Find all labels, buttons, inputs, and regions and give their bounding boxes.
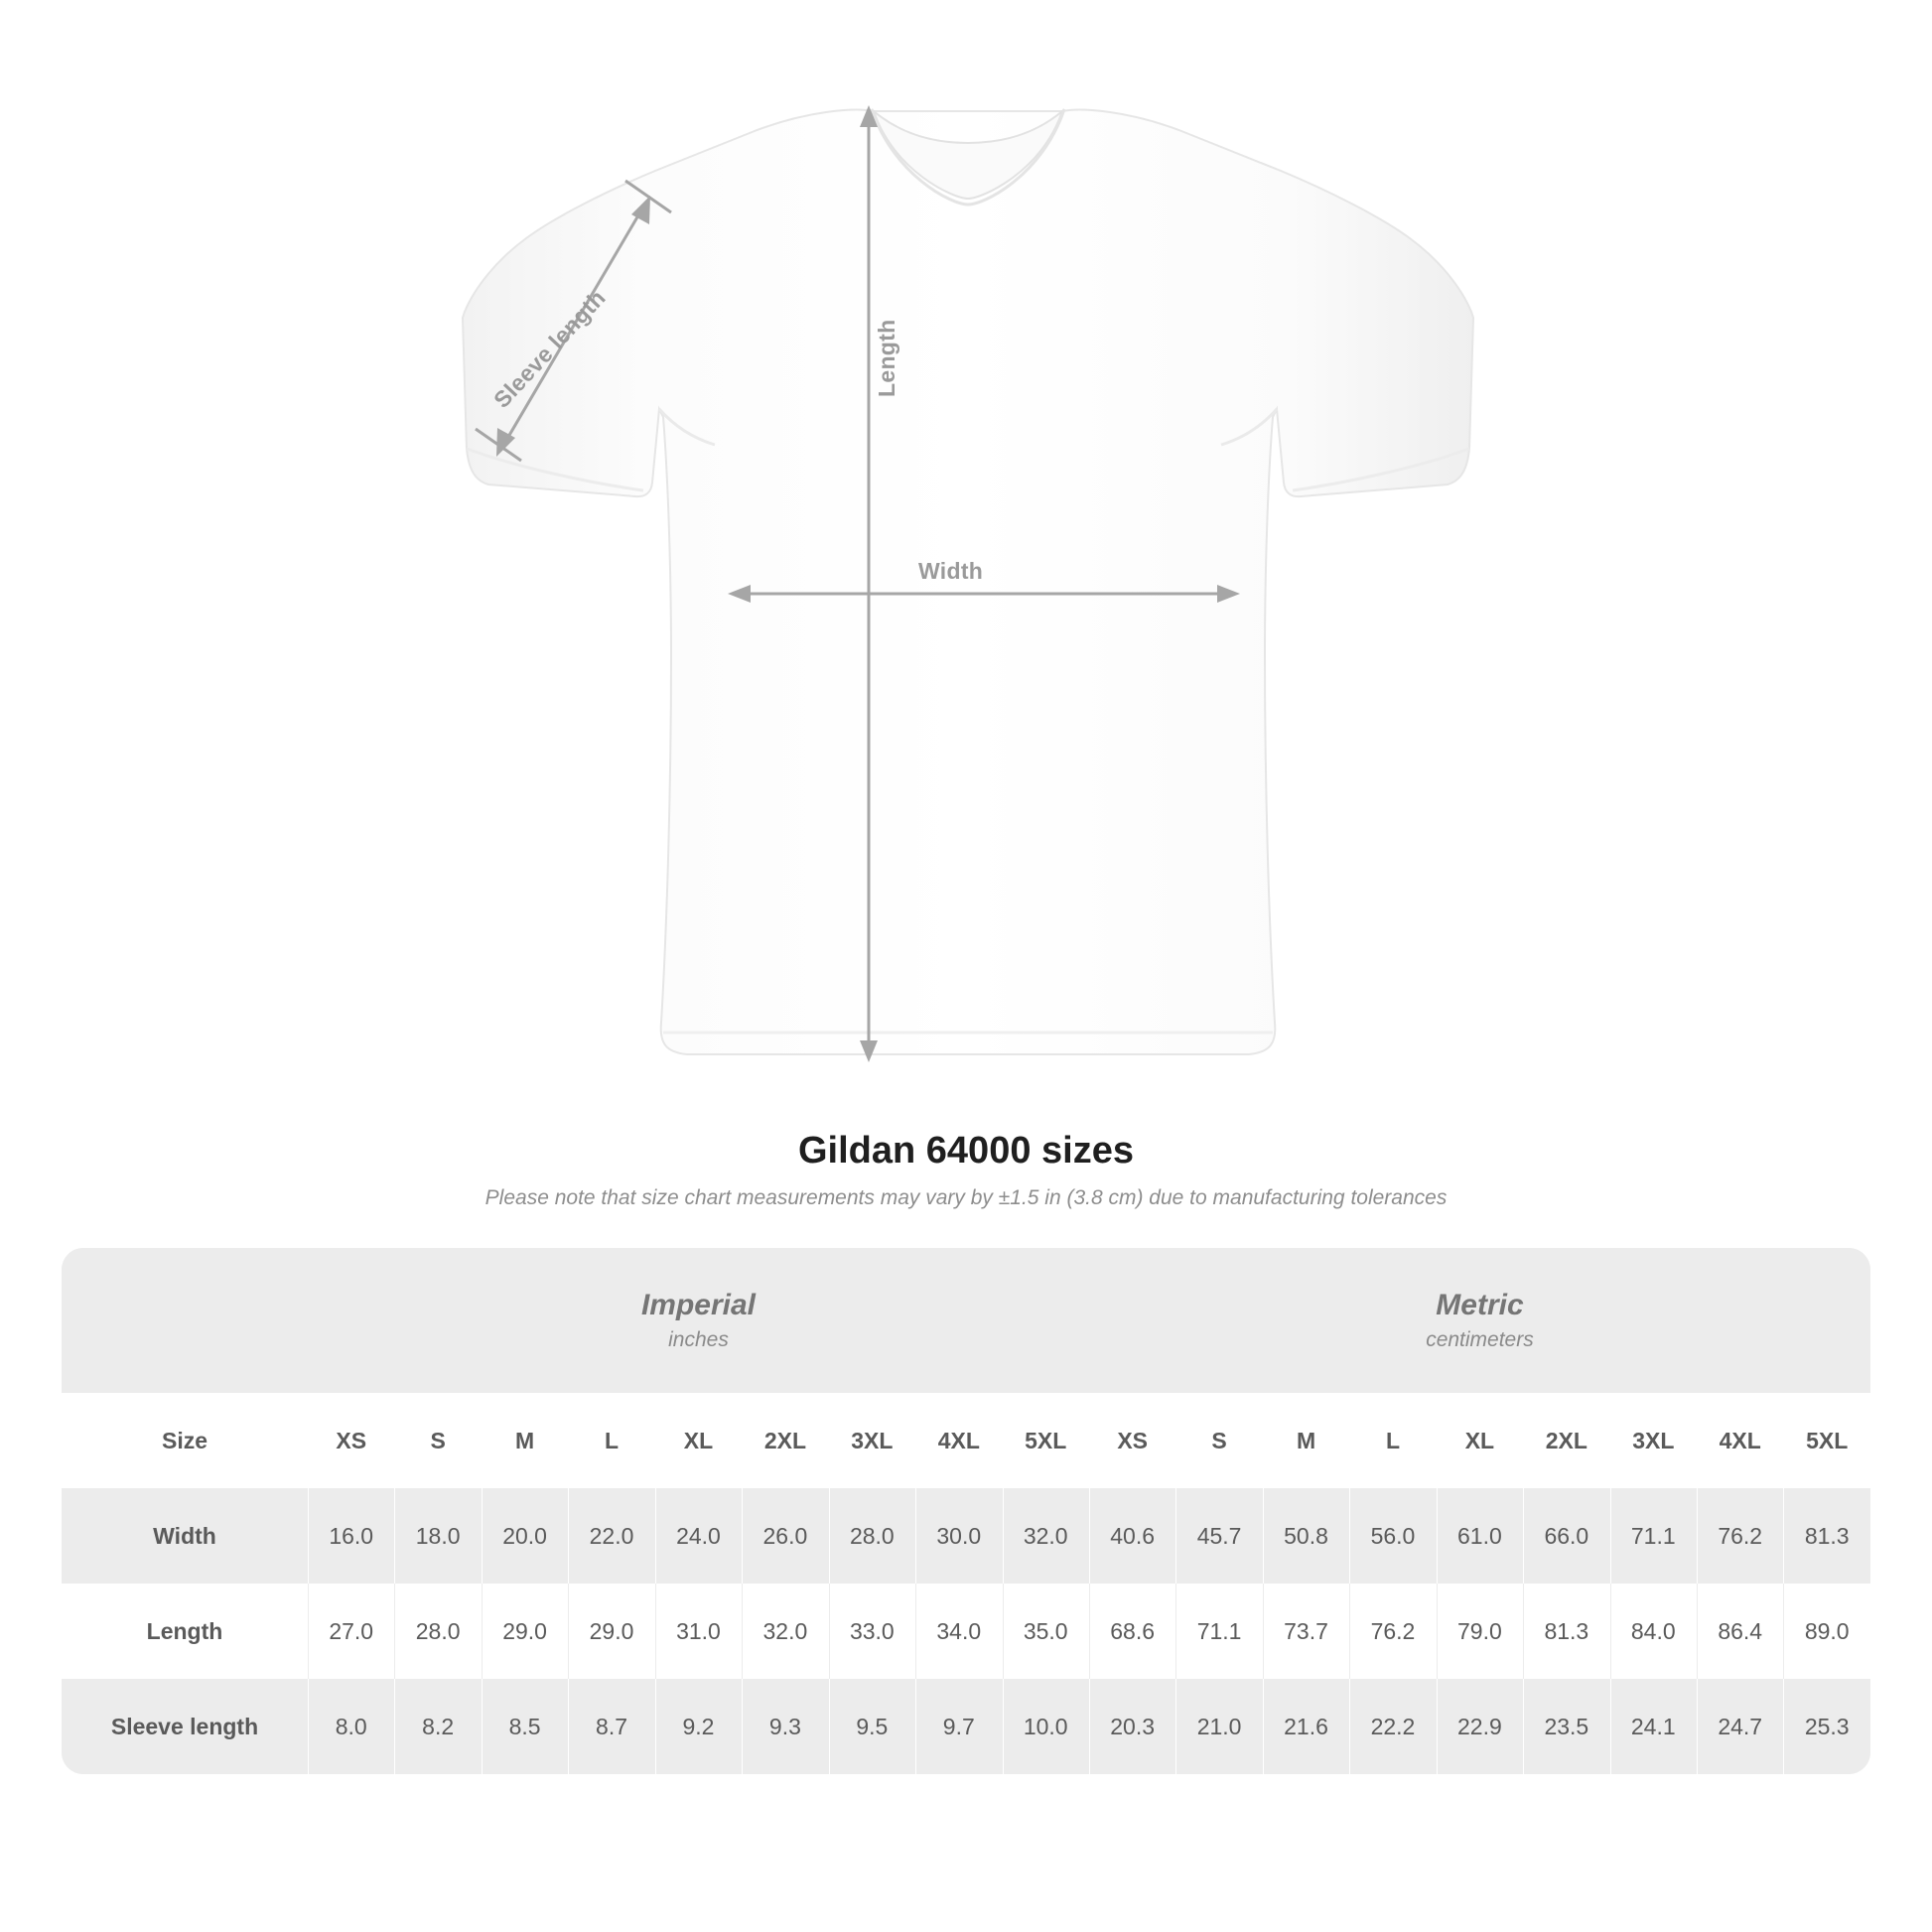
tolerance-note: Please note that size chart measurements may vary by ±1.5 in (3.8 cm) due to manufacturing tolerances — [484, 1186, 1448, 1209]
measurement-cell: 89.0 — [1783, 1584, 1870, 1679]
size-header-cell: S — [1175, 1393, 1262, 1488]
measurement-cell: 33.0 — [829, 1584, 915, 1679]
measurement-cell: 21.6 — [1263, 1679, 1349, 1774]
measurement-cell: 22.2 — [1349, 1679, 1436, 1774]
measurement-cell: 45.7 — [1175, 1488, 1262, 1584]
measurement-cell: 28.0 — [829, 1488, 915, 1584]
unit-header-spacer — [62, 1248, 308, 1393]
size-header-cell: 4XL — [1697, 1393, 1783, 1488]
measurement-cell: 9.2 — [655, 1679, 742, 1774]
table-row — [62, 1679, 1870, 1774]
measurement-cell: 73.7 — [1263, 1584, 1349, 1679]
measurement-cell: 25.3 — [1783, 1679, 1870, 1774]
measurement-cell: 50.8 — [1263, 1488, 1349, 1584]
measurement-cell: 32.0 — [1003, 1488, 1089, 1584]
size-header-cell: XS — [308, 1393, 394, 1488]
metric-header — [1089, 1248, 1870, 1393]
measurement-cell: 9.7 — [915, 1679, 1002, 1774]
measurement-cell: 20.3 — [1089, 1679, 1175, 1774]
size-table — [62, 1248, 1870, 1774]
measurement-cell: 8.2 — [394, 1679, 481, 1774]
measurement-cell: 21.0 — [1175, 1679, 1262, 1774]
row-label: Length — [62, 1584, 308, 1679]
measurement-cell: 61.0 — [1437, 1488, 1523, 1584]
measurement-cell: 79.0 — [1437, 1584, 1523, 1679]
imperial-title: Imperial — [640, 1288, 756, 1321]
measurement-cell: 31.0 — [655, 1584, 742, 1679]
width-dimension-label: Width — [918, 558, 984, 584]
size-header-cell: S — [394, 1393, 481, 1488]
size-header-row — [62, 1393, 1870, 1488]
measurement-cell: 30.0 — [915, 1488, 1002, 1584]
size-header-cell: XL — [1437, 1393, 1523, 1488]
imperial-subtitle: inches — [668, 1328, 729, 1352]
measurement-cell: 66.0 — [1523, 1488, 1609, 1584]
measurement-cell: 8.7 — [568, 1679, 654, 1774]
size-header-cell: XL — [655, 1393, 742, 1488]
size-header-cell: 2XL — [1523, 1393, 1609, 1488]
measurement-cell: 22.9 — [1437, 1679, 1523, 1774]
measurement-cell: 20.0 — [482, 1488, 568, 1584]
measurement-cell: 76.2 — [1349, 1584, 1436, 1679]
title-block — [0, 1130, 1932, 1210]
measurement-cell: 8.0 — [308, 1679, 394, 1774]
size-header-cell: 5XL — [1003, 1393, 1089, 1488]
measurement-cell: 84.0 — [1610, 1584, 1697, 1679]
measurement-cell: 71.1 — [1610, 1488, 1697, 1584]
size-header-cell: XS — [1089, 1393, 1175, 1488]
metric-title: Metric — [1436, 1288, 1524, 1321]
metric-subtitle: centimeters — [1426, 1328, 1534, 1352]
measurement-cell: 81.3 — [1783, 1488, 1870, 1584]
measurement-cell: 27.0 — [308, 1584, 394, 1679]
measurement-cell: 29.0 — [482, 1584, 568, 1679]
measurement-cell: 76.2 — [1697, 1488, 1783, 1584]
length-dimension-label: Length — [874, 319, 899, 397]
measurement-cell: 22.0 — [568, 1488, 654, 1584]
size-header-cell: 4XL — [915, 1393, 1002, 1488]
size-table-container — [62, 1248, 1870, 1774]
measurement-cell: 24.7 — [1697, 1679, 1783, 1774]
measurement-cell: 9.3 — [742, 1679, 828, 1774]
measurement-cell: 81.3 — [1523, 1584, 1609, 1679]
measurement-cell: 40.6 — [1089, 1488, 1175, 1584]
measurement-cell: 34.0 — [915, 1584, 1002, 1679]
measurement-cell: 24.0 — [655, 1488, 742, 1584]
size-header-cell: 3XL — [829, 1393, 915, 1488]
table-row — [62, 1584, 1870, 1679]
page-title: Gildan 64000 sizes — [798, 1130, 1134, 1172]
size-header-cell: 2XL — [742, 1393, 828, 1488]
size-header-label: Size — [62, 1393, 308, 1488]
measurement-cell: 8.5 — [482, 1679, 568, 1774]
size-header-cell: 3XL — [1610, 1393, 1697, 1488]
measurement-cell: 10.0 — [1003, 1679, 1089, 1774]
size-header-cell: L — [568, 1393, 654, 1488]
measurement-cell: 24.1 — [1610, 1679, 1697, 1774]
measurement-cell: 71.1 — [1175, 1584, 1262, 1679]
size-header-cell: 5XL — [1783, 1393, 1870, 1488]
measurement-cell: 18.0 — [394, 1488, 481, 1584]
table-row — [62, 1488, 1870, 1584]
row-label: Sleeve length — [62, 1679, 308, 1774]
imperial-header — [308, 1248, 1089, 1393]
size-header-cell: M — [1263, 1393, 1349, 1488]
measurement-cell: 23.5 — [1523, 1679, 1609, 1774]
measurement-cell: 68.6 — [1089, 1584, 1175, 1679]
row-label: Width — [62, 1488, 308, 1584]
measurement-cell: 56.0 — [1349, 1488, 1436, 1584]
unit-header-row — [62, 1248, 1870, 1393]
measurement-cell: 28.0 — [394, 1584, 481, 1679]
measurement-cell: 29.0 — [568, 1584, 654, 1679]
size-header-cell: M — [482, 1393, 568, 1488]
measurement-cell: 86.4 — [1697, 1584, 1783, 1679]
measurement-cell: 26.0 — [742, 1488, 828, 1584]
measurement-cell: 9.5 — [829, 1679, 915, 1774]
measurement-cell: 35.0 — [1003, 1584, 1089, 1679]
measurement-cell: 16.0 — [308, 1488, 394, 1584]
sleeve-length-dimension-label: Sleeve length — [488, 284, 611, 413]
size-header-cell: L — [1349, 1393, 1436, 1488]
measurement-cell: 32.0 — [742, 1584, 828, 1679]
